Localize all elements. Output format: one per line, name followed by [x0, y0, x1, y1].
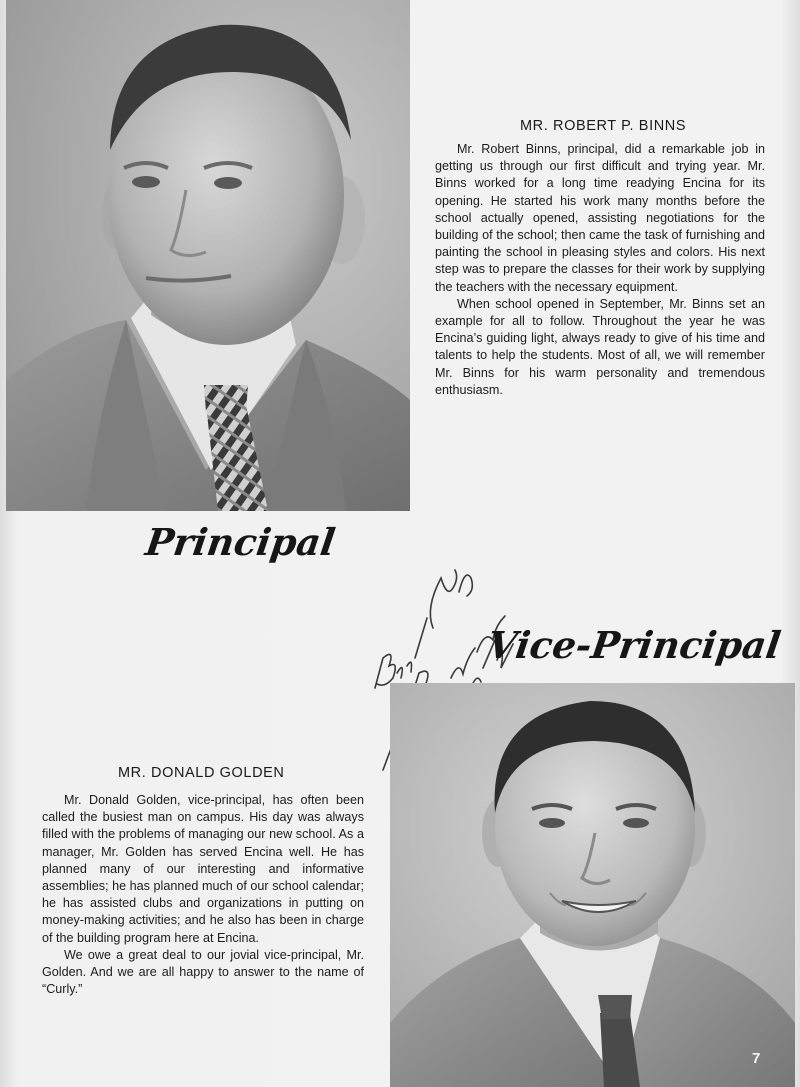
vice-principal-name-heading: MR. DONALD GOLDEN	[118, 765, 285, 781]
principal-section-title: Principal	[142, 520, 338, 564]
principal-portrait-photo	[6, 0, 410, 511]
page-number: 7	[752, 1050, 761, 1067]
principal-bio	[435, 141, 765, 399]
principal-bio-paragraph-2: When school opened in September, Mr. Binns set an example for all to follow. Throughout the year he was Encina’s guiding light, always ready to give of his time and talents to help the students. Most of all, we will remember Mr. Binns for his warm personality and tremendous enthusiasm.	[435, 296, 765, 397]
vice-principal-section-title: Vice-Principal	[484, 623, 784, 667]
vice-principal-bio-paragraph-2: We owe a great deal to our jovial vice-principal, Mr. Golden. And we are all happy to answer to the name of “Curly.”	[42, 947, 364, 997]
vice-principal-portrait-photo	[390, 683, 795, 1087]
principal-name-heading: MR. ROBERT P. BINNS	[520, 118, 687, 134]
vice-principal-bio-paragraph-1: Mr. Donald Golden, vice-principal, has often been called the busiest man on campus. His day was always filled with the problems of managing our new school. As a manager, Mr. Golden has served Encina well. He has planned many of our interesting and informative assemblies; he has planned much of our school calendar; he has assisted clubs and organizations in putting on money-making activities; and he also has been in charge of the building program here at Encina.	[42, 793, 364, 945]
principal-bio-paragraph-1: Mr. Robert Binns, principal, did a remarkable job in getting us through our first difficult and trying year. Mr. Binns worked for a long time readying Encina for its opening. He started his work many months before the school actually opened, assisting negotiations for the building of the school; then came the task of furnishing and painting the school in pleasing styles and colors. His next step was to prepare the classes for their work by supplying the teachers with the necessary equipment.	[435, 142, 765, 294]
vice-principal-bio	[42, 792, 364, 998]
